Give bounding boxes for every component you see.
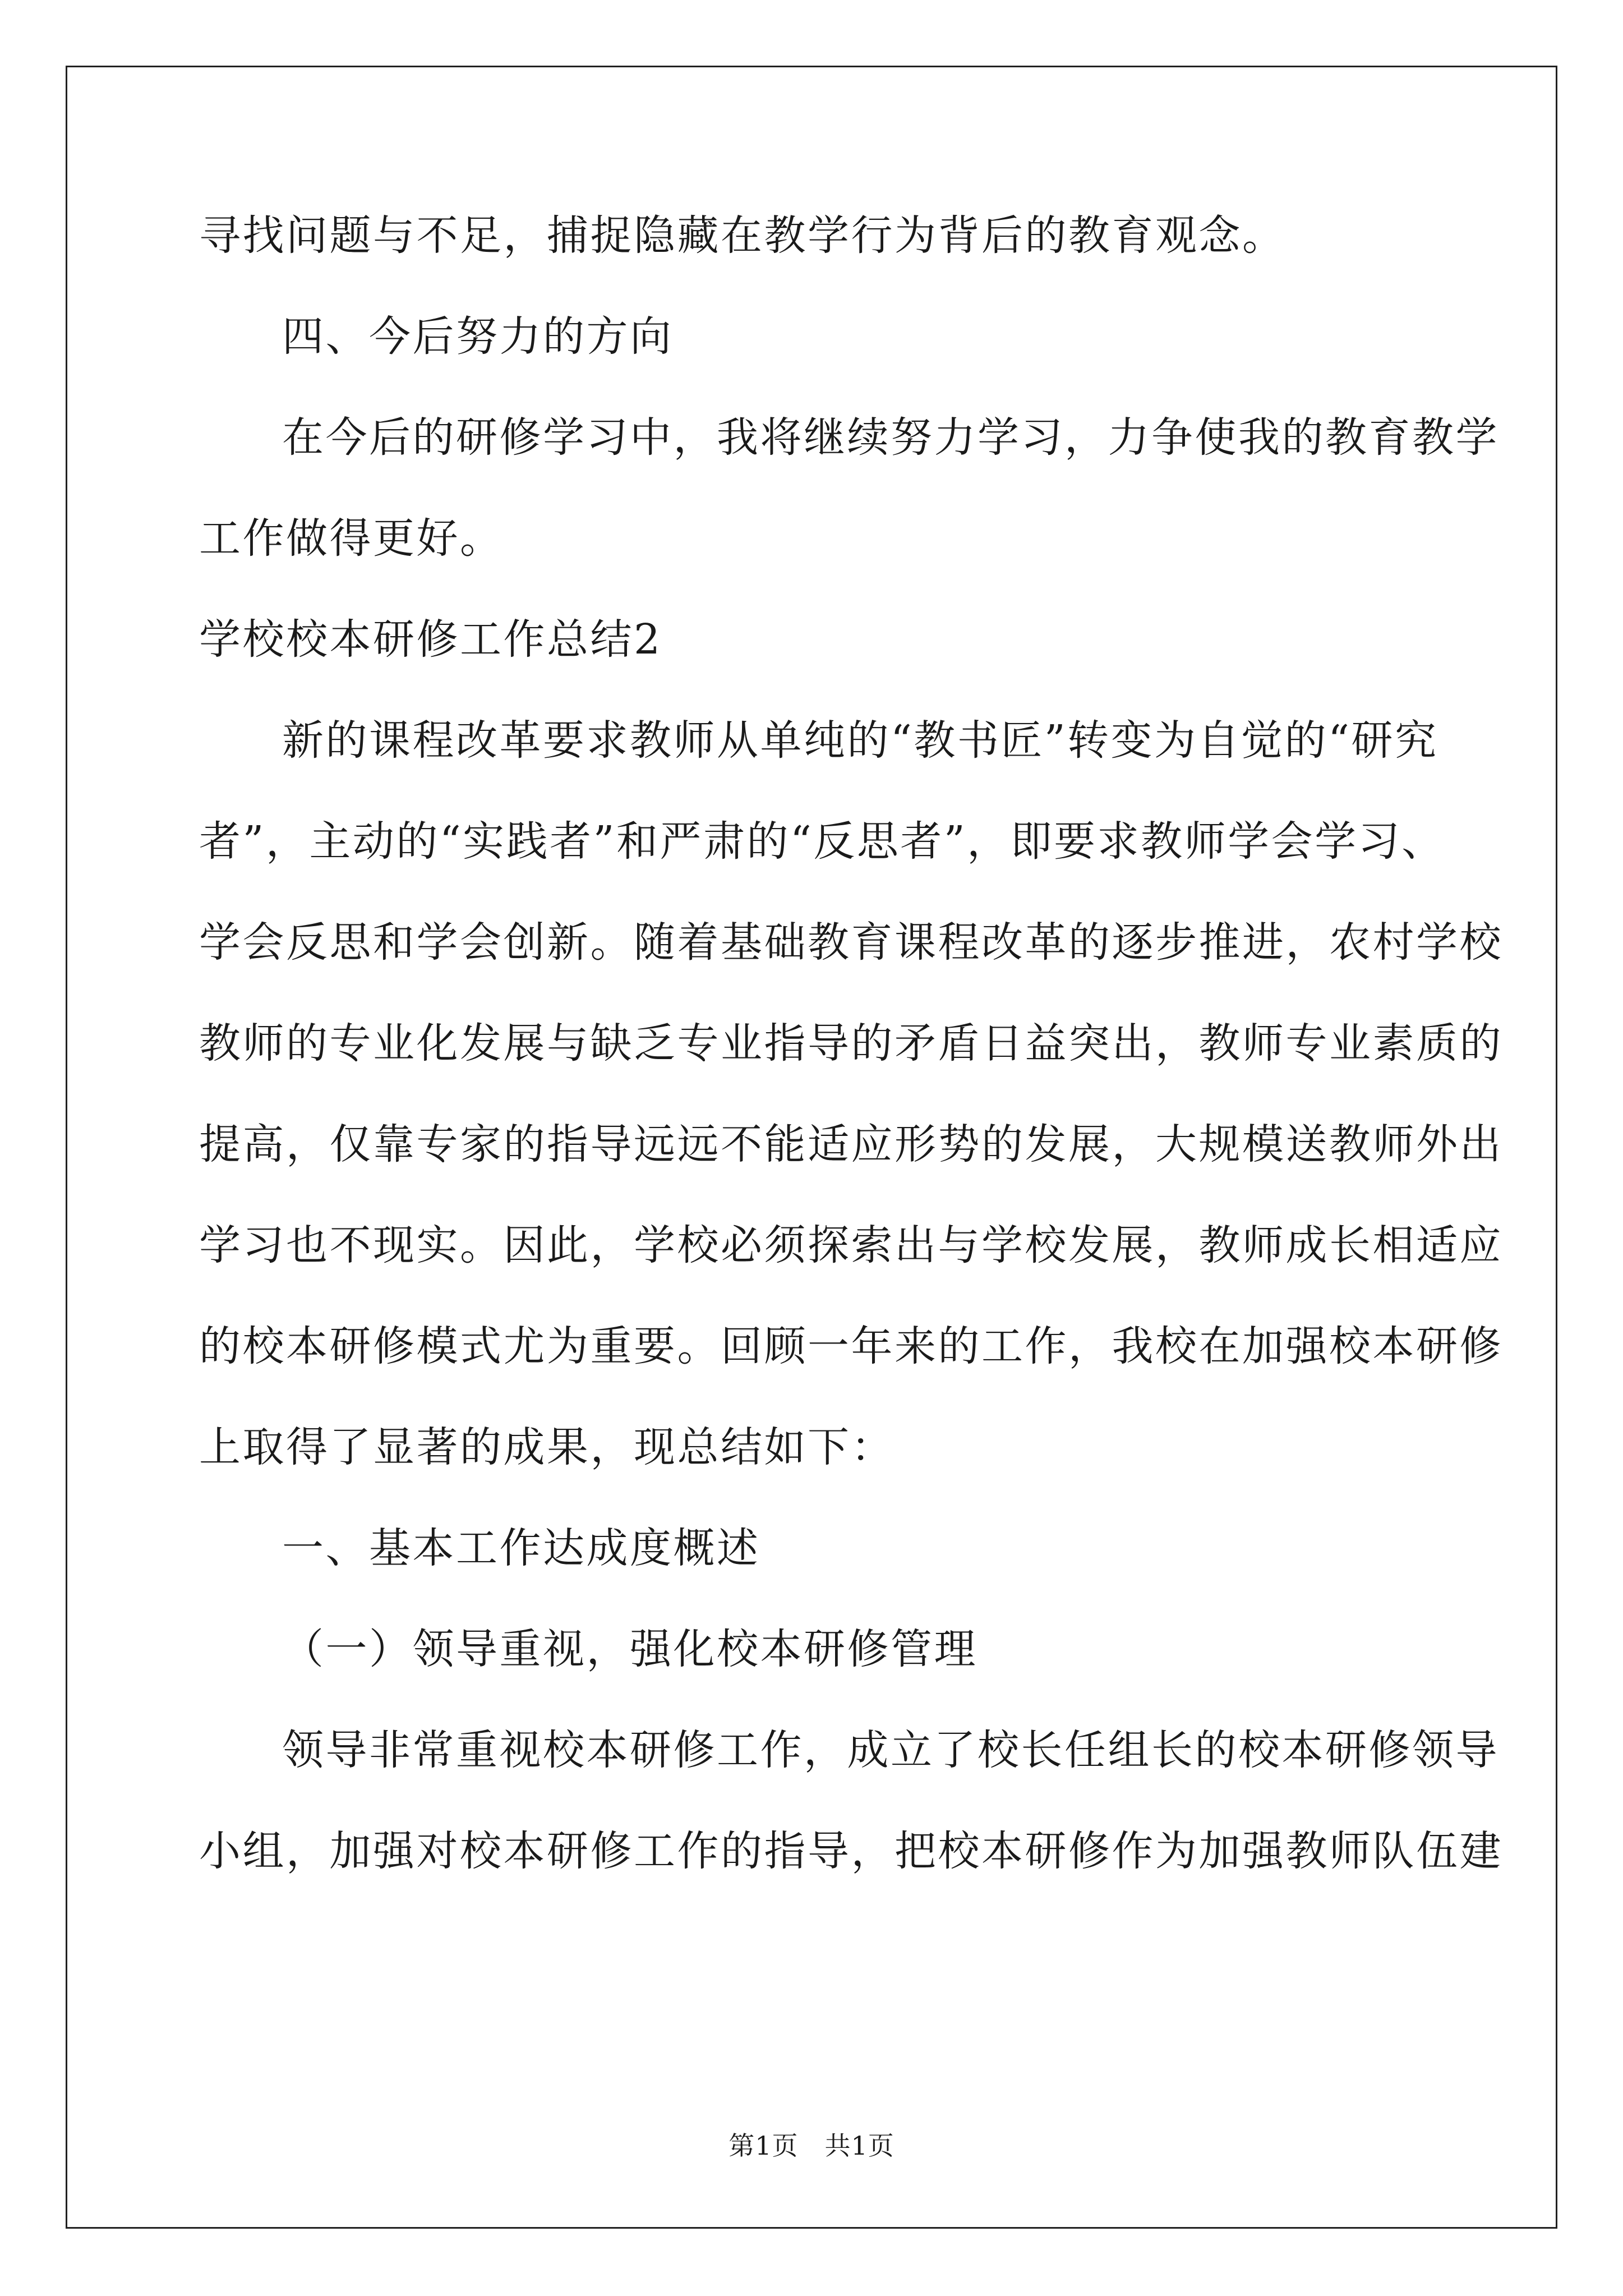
text-line-11: 学习也不现实。因此，学校必须探索出与学校发展，教师成长相适应 [199,1221,1503,1269]
page-footer: 第1页 共1页 [728,2131,895,2161]
text-line-13: 上取得了显著的成果，现总结如下： [199,1423,895,1471]
section-heading-4: 四、今后努力的方向 [282,312,674,361]
subsection-heading-1: （一）领导重视，强化校本研修管理 [282,1625,978,1673]
section-heading-1: 一、基本工作达成度概述 [282,1524,760,1572]
text-line-17: 小组，加强对校本研修工作的指导，把校本研修作为加强教师队伍建 [199,1827,1503,1875]
text-line-1: 寻找问题与不足，捕捉隐藏在教学行为背后的教育观念。 [199,211,1286,260]
text-line-7: 者”，主动的“实践者”和严肃的“反思者”，即要求教师学会学习、 [199,817,1445,866]
text-line-16: 领导非常重视校本研修工作，成立了校长任组长的校本研修领导 [282,1726,1499,1774]
text-line-9: 教师的专业化发展与缺乏专业指导的矛盾日益突出，教师专业素质的 [199,1019,1503,1068]
text-line-6: 新的课程改革要求教师从单纯的“教书匠”转变为自觉的“研究 [282,716,1438,765]
text-line-12: 的校本研修模式尤为重要。回顾一年来的工作，我校在加强校本研修 [199,1322,1503,1370]
text-line-8: 学会反思和学会创新。随着基础教育课程改革的逐步推进，农村学校 [199,918,1503,967]
text-line-3: 在今后的研修学习中，我将继续努力学习，力争使我的教育教学 [282,413,1499,462]
document-title: 学校校本研修工作总结2 [199,615,662,664]
text-line-10: 提高，仅靠专家的指导远远不能适应形势的发展，大规模送教师外出 [199,1120,1503,1168]
text-line-4: 工作做得更好。 [199,514,504,563]
